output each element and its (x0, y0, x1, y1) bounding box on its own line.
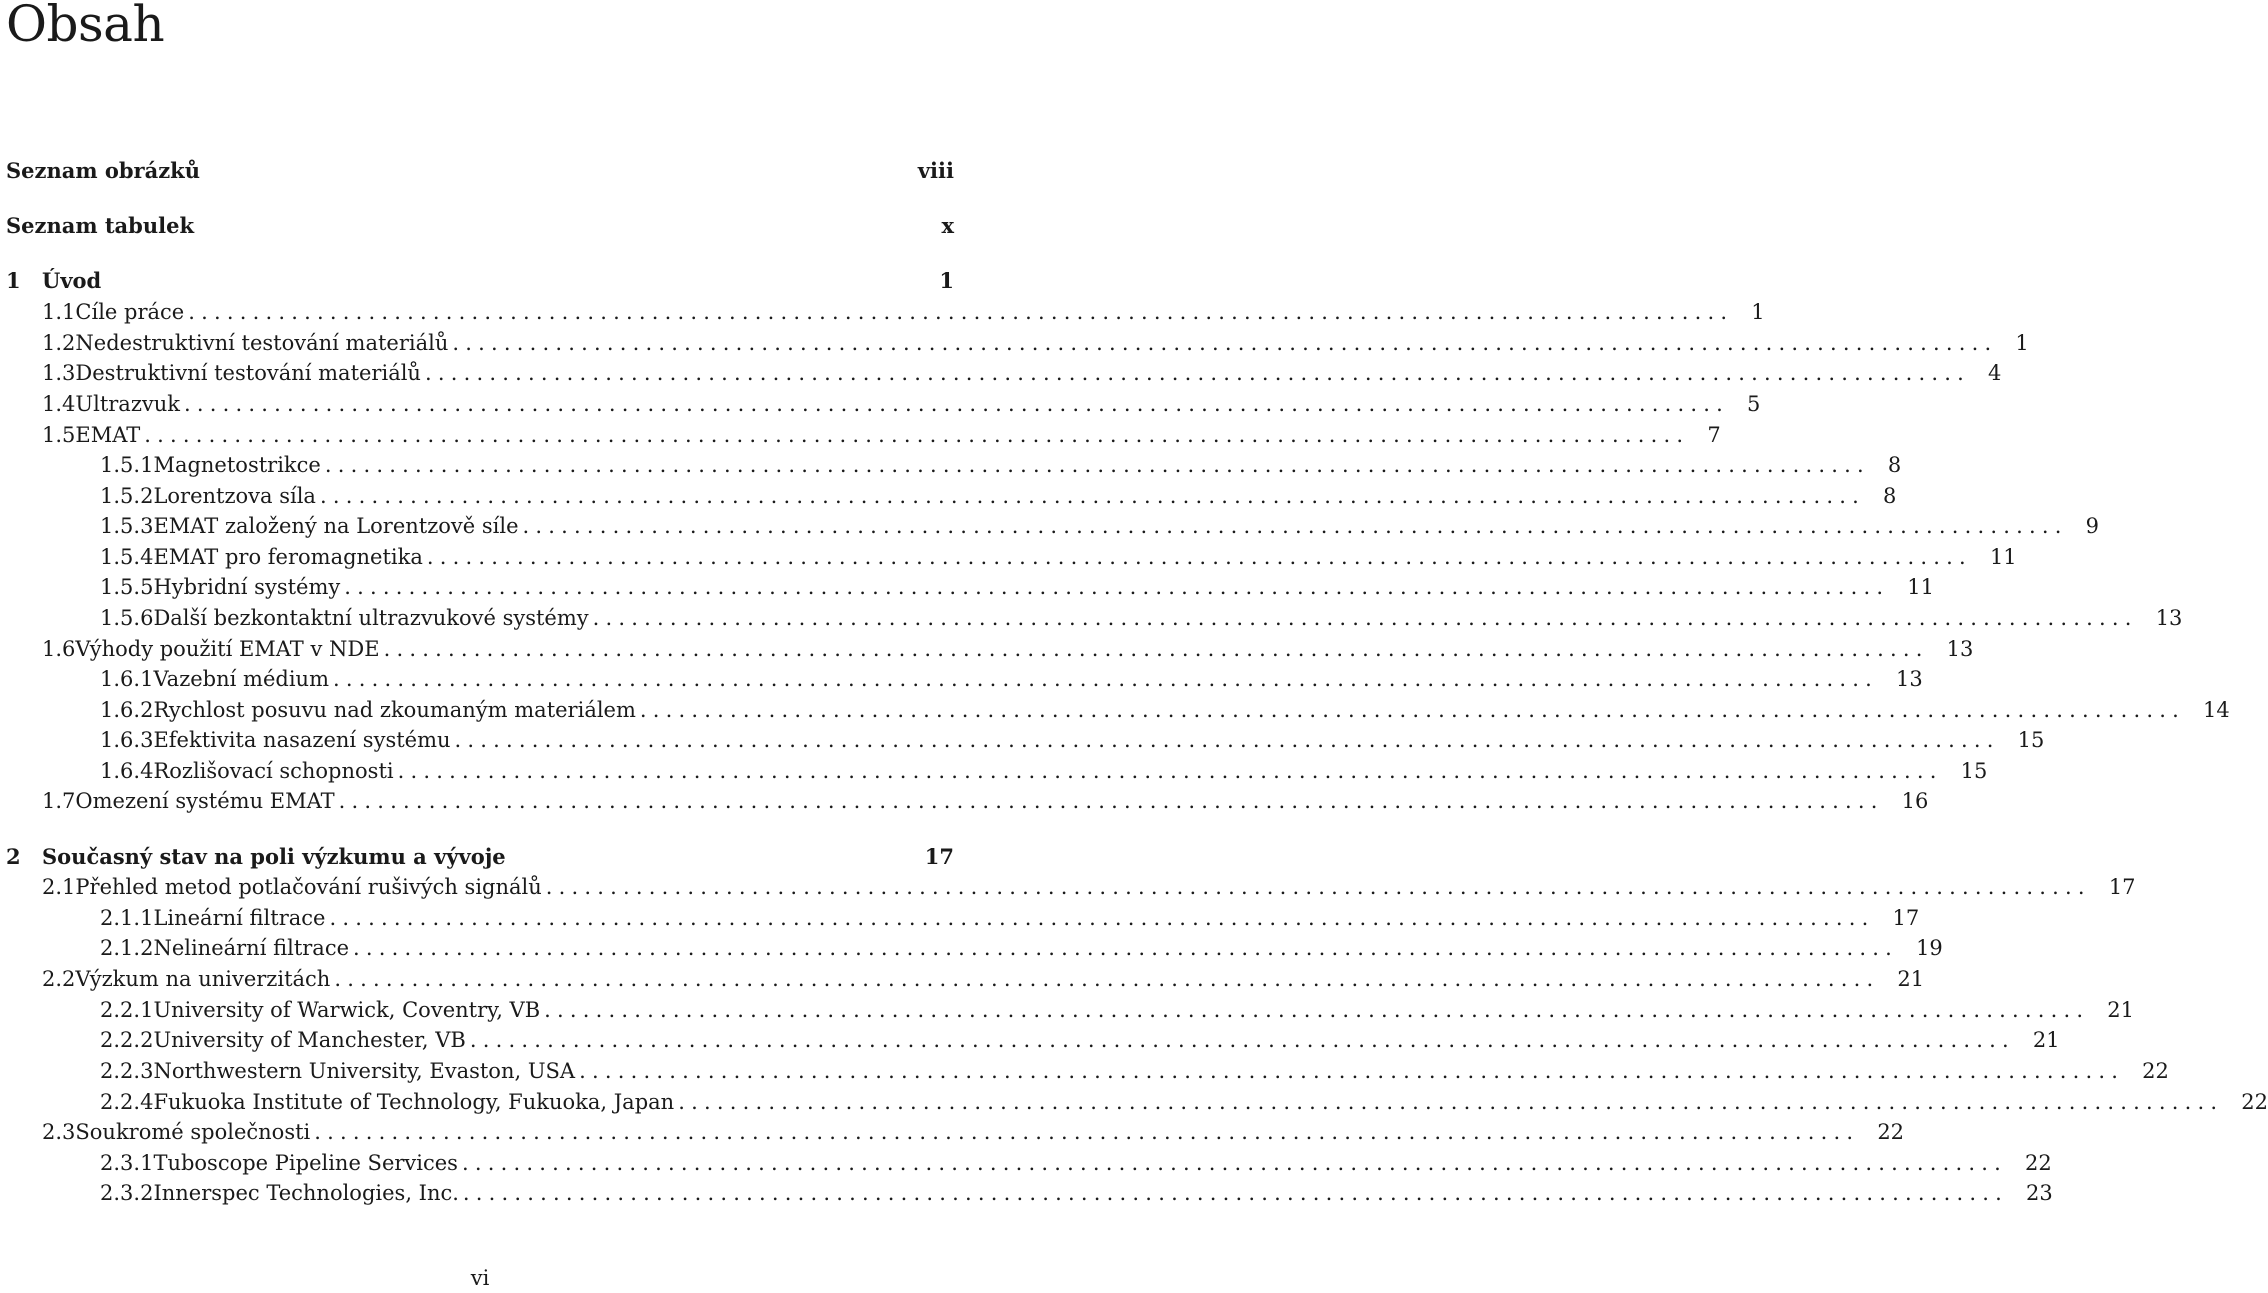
toc-entry-number: 1.6.2 (100, 698, 154, 722)
dot-leader: ........................................................................................................................ (462, 1181, 2008, 1205)
toc-entry[interactable] (0, 1148, 2052, 1178)
toc-entry-page: 8 (1883, 484, 1897, 508)
toc-entry-title: Výzkum na univerzitách (75, 967, 331, 991)
dot-leader: ........................................................................................................................ (678, 1090, 2224, 1114)
toc-entry-page: 4 (1988, 361, 2002, 385)
toc-entry-page: 13 (1946, 637, 1974, 661)
toc-entry-page: 15 (2017, 728, 2045, 752)
toc-entry-page: 15 (1960, 759, 1988, 783)
toc-entry-number: 2.1 (42, 875, 76, 899)
toc-entry-title: Vazební médium (153, 667, 329, 691)
toc-entry[interactable] (0, 156, 960, 186)
dot-leader: ........................................................................................................................ (184, 392, 1730, 416)
toc-entry-page: 21 (2107, 998, 2134, 1022)
toc-entry-page: 21 (2032, 1028, 2060, 1052)
dot-leader: ........................................................................................................................ (454, 728, 2000, 752)
toc-entry-title: EMAT založený na Lorentzově síle (153, 514, 519, 538)
toc-entry[interactable] (0, 786, 1929, 816)
toc-entry-number: 1.5.5 (100, 575, 154, 599)
toc-entry-title: Lineární filtrace (153, 906, 326, 930)
toc-entry-page: 1 (2015, 331, 2029, 355)
dot-leader: ........................................................................................................................ (344, 575, 1890, 599)
toc-entry[interactable] (0, 389, 1761, 419)
dot-leader: ........................................................................................................................ (639, 698, 2185, 722)
dot-leader: ........................................................................................................................ (522, 514, 2068, 538)
toc-entry-title: Úvod (42, 268, 102, 293)
toc-entry-title: Omezení systému EMAT (75, 789, 335, 813)
toc-entry-title: Soukromé společnosti (75, 1120, 311, 1144)
toc-entry-number: 1.4 (42, 392, 76, 416)
toc-entry-page: 17 (1892, 906, 1920, 930)
toc-entry[interactable] (0, 1087, 2268, 1117)
toc-entry[interactable] (0, 211, 960, 241)
toc-entry-page: 17 (924, 844, 954, 869)
dot-leader: ........................................................................................................................ (314, 1120, 1860, 1144)
toc-entry-title: Lorentzova síla (153, 484, 316, 508)
toc-entry[interactable] (0, 725, 2045, 755)
toc-entry-title: Další bezkontaktní ultrazvukové systémy (153, 606, 589, 630)
toc-entry-page: 23 (2025, 1181, 2053, 1205)
toc-entry-title: Nedestruktivní testování materiálů (75, 331, 449, 355)
toc-entry-title: Současný stav na poli výzkumu a vývoje (42, 844, 506, 869)
toc-entry-title: Destruktivní testování materiálů (75, 361, 421, 385)
toc-entry-page: 13 (2155, 606, 2183, 630)
toc-entry-title: University of Warwick, Coventry, VB (153, 998, 541, 1022)
toc-entry-page: 9 (2085, 514, 2099, 538)
toc-entry-number: 1.6.1 (100, 667, 154, 691)
toc-entry-title: Innerspec Technologies, Inc. (153, 1181, 459, 1205)
dot-leader: ........................................................................................................................ (579, 1059, 2125, 1083)
toc-entry-number: 1.6.4 (100, 759, 154, 783)
toc-entry-title: Seznam obrázků (6, 158, 200, 183)
dot-leader: ........................................................................................................................ (397, 759, 1943, 783)
dot-leader: ........................................................................................................................ (319, 484, 1865, 508)
dot-leader: ........................................................................................................................ (324, 453, 1870, 477)
toc-entry-title: Ultrazvuk (75, 392, 180, 416)
toc-entry-page: 11 (1907, 575, 1935, 599)
toc-entry-page: 8 (1887, 453, 1902, 477)
toc-entry[interactable] (0, 842, 960, 872)
toc-entry[interactable] (0, 266, 960, 296)
toc-entry[interactable] (0, 297, 1765, 327)
toc-entry-page: 11 (1989, 545, 2017, 569)
dot-leader: ........................................................................................................................ (469, 1028, 2015, 1052)
toc-entry-number: 1.5.2 (100, 484, 154, 508)
toc-entry-number: 2 (6, 844, 21, 869)
toc-entry-page: 14 (2202, 698, 2230, 722)
dot-leader: ........................................................................................................................ (426, 545, 1972, 569)
toc-entry[interactable] (0, 603, 2183, 633)
toc-entry[interactable] (0, 1178, 2053, 1208)
dot-leader: ........................................................................................................................ (329, 906, 1875, 930)
toc-entry[interactable] (0, 634, 1974, 664)
toc-entry-number: 2.3.1 (100, 1151, 154, 1175)
toc-entry-number: 2.1.2 (100, 936, 154, 960)
toc-entry-number: 1 (6, 268, 21, 293)
toc-entry-page: 19 (1916, 936, 1943, 960)
toc-entry-title: Magnetostrikce (153, 453, 321, 477)
dot-leader: ........................................................................................................................ (383, 637, 1929, 661)
toc-entry-page: x (941, 213, 954, 238)
toc-entry[interactable] (0, 933, 1943, 963)
toc-entry-title: Northwestern University, Evaston, USA (153, 1059, 576, 1083)
toc-entry[interactable] (0, 572, 1935, 602)
toc-entry-page: 1 (939, 268, 954, 293)
dot-leader: ........................................................................................................................ (338, 789, 1884, 813)
toc-entry-number: 1.2 (42, 331, 76, 355)
toc-entry-number: 1.5.4 (100, 545, 154, 569)
toc-entry-page: 22 (1877, 1120, 1905, 1144)
toc-entry-page: 17 (2108, 875, 2136, 899)
toc-entry-number: 2.3.2 (100, 1181, 154, 1205)
toc-entry-page: 22 (2241, 1090, 2268, 1114)
toc-entry-title: Hybridní systémy (153, 575, 341, 599)
toc-entry-title: Seznam tabulek (6, 213, 195, 238)
dot-leader: ........................................................................................................................ (461, 1151, 2008, 1175)
toc-entry-title: Tuboscope Pipeline Services (153, 1151, 458, 1175)
toc-entry-number: 2.1.1 (100, 906, 154, 930)
dot-leader: ........................................................................................................................ (353, 936, 1899, 960)
toc-entry-number: 2.3 (42, 1120, 76, 1144)
toc-entry-title: Nelineární filtrace (153, 936, 350, 960)
toc-entry-title: Rychlost posuvu nad zkoumaným materiálem (153, 698, 636, 722)
toc-entry-number: 2.2.2 (100, 1028, 154, 1052)
toc-entry-page: 1 (1751, 300, 1765, 324)
toc-entry[interactable] (0, 358, 2002, 388)
toc-entry[interactable] (0, 511, 2099, 541)
toc-entry-page: 22 (2142, 1059, 2169, 1083)
toc-entry-number: 2.2.1 (100, 998, 154, 1022)
toc-entry-page: 7 (1707, 423, 1721, 447)
toc-entry[interactable] (0, 903, 1920, 933)
toc-entry-number: 1.1 (42, 300, 76, 324)
toc-entry-number: 1.6 (42, 637, 76, 661)
toc-entry[interactable] (0, 756, 1988, 786)
toc-entry-title: Efektivita nasazení systému (153, 728, 451, 752)
dot-leader: ........................................................................................................................ (144, 423, 1690, 447)
toc-entry-title: Cíle práce (75, 300, 185, 324)
toc-entry[interactable] (0, 995, 2134, 1025)
toc-entry-number: 1.3 (42, 361, 76, 385)
toc-entry-page: 22 (2025, 1151, 2052, 1175)
toc-entry-number: 2.2.3 (100, 1059, 154, 1083)
toc-entry-number: 1.5.6 (100, 606, 154, 630)
page-title: Obsah (6, 0, 165, 53)
toc-entry[interactable] (0, 1025, 2060, 1055)
dot-leader: ........................................................................................................................ (424, 361, 1970, 385)
toc-entry-page: viii (917, 158, 954, 183)
toc-entry[interactable] (0, 328, 2029, 358)
toc-entry-number: 1.5.3 (100, 514, 154, 538)
toc-entry-number: 1.6.3 (100, 728, 154, 752)
dot-leader: ........................................................................................................................ (452, 331, 1998, 355)
toc-entry[interactable] (0, 964, 1925, 994)
toc-entry-page: 5 (1747, 392, 1761, 416)
toc-entry-number: 1.7 (42, 789, 76, 813)
dot-leader: ........................................................................................................................ (544, 998, 2090, 1022)
toc-entry-title: University of Manchester, VB (153, 1028, 466, 1052)
toc-entry-title: Přehled metod potlačování rušivých signálů (75, 875, 542, 899)
dot-leader: ........................................................................................................................ (545, 875, 2091, 899)
toc-entry[interactable] (0, 1117, 1905, 1147)
toc-entry[interactable] (0, 420, 1721, 450)
toc-entry-page: 13 (1896, 667, 1923, 691)
toc-entry-number: 2.2 (42, 967, 76, 991)
footer-page-number: vi (470, 1266, 490, 1290)
toc-entry[interactable] (0, 664, 1923, 694)
toc-entry-page: 21 (1897, 967, 1925, 991)
toc-entry[interactable] (0, 542, 2017, 572)
toc-entry-number: 1.5.1 (100, 453, 154, 477)
toc-entry-title: Fukuoka Institute of Technology, Fukuoka, Japan (153, 1090, 675, 1114)
toc-entry-number: 2.2.4 (100, 1090, 154, 1114)
dot-leader: ........................................................................................................................ (332, 667, 1879, 691)
dot-leader: ........................................................................................................................ (334, 967, 1880, 991)
toc-entry-title: Výhody použití EMAT v NDE (75, 637, 380, 661)
dot-leader: ........................................................................................................................ (592, 606, 2138, 630)
toc-entry[interactable] (0, 481, 1897, 511)
toc-entry-title: EMAT pro feromagnetika (153, 545, 423, 569)
toc-entry-title: EMAT (75, 423, 141, 447)
dot-leader: ........................................................................................................................ (188, 300, 1734, 324)
toc-entry[interactable] (0, 695, 2230, 725)
toc-entry-number: 1.5 (42, 423, 76, 447)
toc-entry[interactable] (0, 450, 1902, 480)
toc-entry-title: Rozlišovací schopnosti (153, 759, 394, 783)
toc-entry[interactable] (0, 872, 2136, 902)
toc-entry-page: 16 (1901, 789, 1929, 813)
toc-entry[interactable] (0, 1056, 2169, 1086)
